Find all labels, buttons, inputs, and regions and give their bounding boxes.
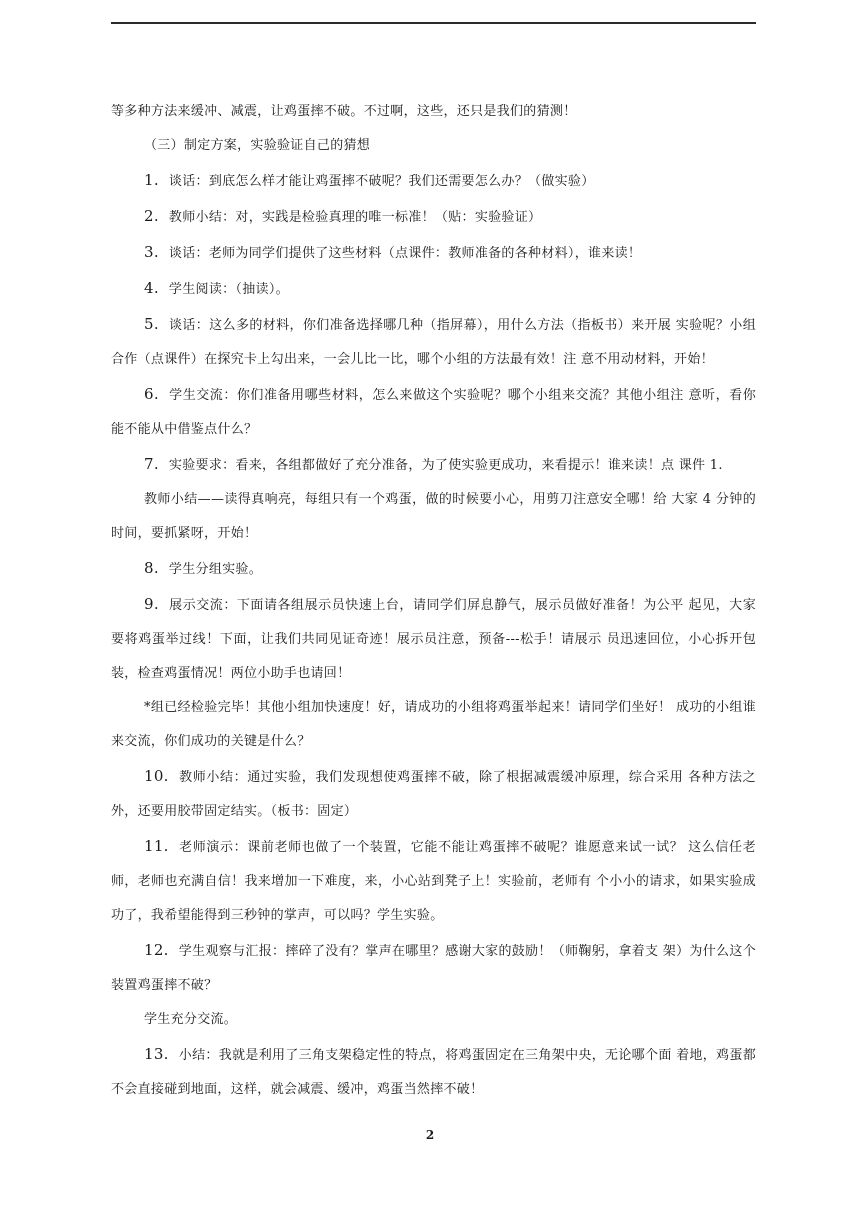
paragraph-text: （三）制定方案，实验验证自己的猜想 — [144, 138, 371, 153]
document-body — [111, 95, 756, 1107]
paragraph — [111, 447, 756, 483]
paragraph — [111, 199, 756, 235]
paragraph-text: 学生分组实验。 — [168, 562, 263, 577]
paragraph-text: 谈话：这么多的材料，你们准备选择哪几种（指屏幕），用什么方法（指板书）来开展 实验呢？小组合作（点课件）在探究卡上勾出来，一会儿比一比，哪个小组的方法最有效！注 意不用动材料，开始！ — [111, 318, 756, 367]
paragraph-number: 5. — [144, 315, 159, 333]
paragraph — [111, 551, 756, 587]
paragraph-text: 教师小结：对，实践是检验真理的唯一标准！（贴：实验验证） — [168, 210, 542, 225]
paragraph — [111, 307, 756, 377]
paragraph-number: 13. — [144, 1045, 169, 1063]
paragraph-text: 学生阅读：（抽读）。 — [168, 282, 289, 297]
paragraph-text: 展示交流：下面请各组展示员快速上台，请同学们屏息静气，展示员做好准备！为公平 起见，大家要将鸡蛋举过线！下面，让我们共同见证奇迹！展示员注意，预备---松手！请展示 员迅速回位，小心拆开包装，检查鸡蛋情况！两位小助手也请回！ — [111, 598, 756, 681]
paragraph-text: *组已经检验完毕！其他小组加快速度！好，请成功的小组将鸡蛋举起来！请同学们坐好！ 成功的小组谁来交流，你们成功的关键是什么？ — [111, 700, 756, 749]
paragraph-number: 4. — [144, 279, 159, 297]
paragraph-text: 等多种方法来缓冲、减震，让鸡蛋摔不破。不过啊，这些，还只是我们的猜测！ — [111, 104, 577, 119]
paragraph — [111, 95, 756, 129]
paragraph — [111, 271, 756, 307]
paragraph — [111, 587, 756, 691]
paragraph — [111, 377, 756, 447]
paragraph-number: 2. — [144, 207, 159, 225]
paragraph-text: 实验要求：看来，各组都做好了充分准备，为了使实验更成功，来看提示！谁来读！点 课件 1. — [168, 458, 723, 473]
page-number: 2 — [425, 1128, 435, 1142]
header-rule — [111, 22, 756, 24]
paragraph-text: 学生交流：你们准备用哪些材料，怎么来做这个实验呢？哪个小组来交流？其他小组注 意听，看你能不能从中借鉴点什么？ — [111, 388, 756, 437]
paragraph-number: 12. — [144, 941, 169, 959]
paragraph — [111, 129, 756, 163]
paragraph — [111, 933, 756, 1003]
paragraph — [111, 163, 756, 199]
paragraph-number: 6. — [144, 385, 159, 403]
paragraph-number: 7. — [144, 455, 159, 473]
paragraph-number: 9. — [144, 595, 159, 613]
paragraph-text: 谈话：老师为同学们提供了这些材料（点课件：教师准备的各种材料），谁来读！ — [168, 246, 642, 261]
paragraph-text: 老师演示：课前老师也做了一个装置，它能不能让鸡蛋摔不破呢？谁愿意来试一试？ 这么信任老师，老师也充满自信！我来增加一下难度，来，小心站到凳子上！实验前，老师有 个小小的请求，如果实验成功了，我希望能得到三秒钟的掌声，可以吗？学生实验。 — [111, 840, 756, 923]
paragraph-text: 教师小结：通过实验，我们发现想使鸡蛋摔不破，除了根据减震缓冲原理，综合采用 各种方法之外，还要用胶带固定结实。（板书：固定） — [111, 770, 756, 819]
paragraph — [111, 829, 756, 933]
paragraph — [111, 1037, 756, 1107]
paragraph — [111, 483, 756, 551]
paragraph — [111, 1003, 756, 1037]
paragraph-number: 10. — [144, 767, 169, 785]
paragraph — [111, 691, 756, 759]
paragraph — [111, 759, 756, 829]
paragraph-text: 学生观察与汇报：摔碎了没有？掌声在哪里？感谢大家的鼓励！（师鞠躬，拿着支 架）为什么这个装置鸡蛋摔不破？ — [111, 944, 756, 993]
paragraph-text: 谈话：到底怎么样才能让鸡蛋摔不破呢？我们还需要怎么办？（做实验） — [168, 174, 595, 189]
paragraph-text: 教师小结——读得真响亮，每组只有一个鸡蛋，做的时候要小心，用剪刀注意安全哪！给 大家 4 分钟的时间，要抓紧呀，开始！ — [111, 492, 756, 541]
paragraph-number: 3. — [144, 243, 159, 261]
paragraph-number: 1. — [144, 171, 159, 189]
paragraph-text: 小结：我就是利用了三角支架稳定性的特点，将鸡蛋固定在三角架中央，无论哪个面 着地，鸡蛋都不会直接碰到地面，这样，就会减震、缓冲，鸡蛋当然摔不破！ — [111, 1048, 756, 1097]
paragraph-number: 11. — [144, 837, 169, 855]
paragraph — [111, 235, 756, 271]
paragraph-text: 学生充分交流。 — [144, 1012, 238, 1027]
paragraph-number: 8. — [144, 559, 159, 577]
